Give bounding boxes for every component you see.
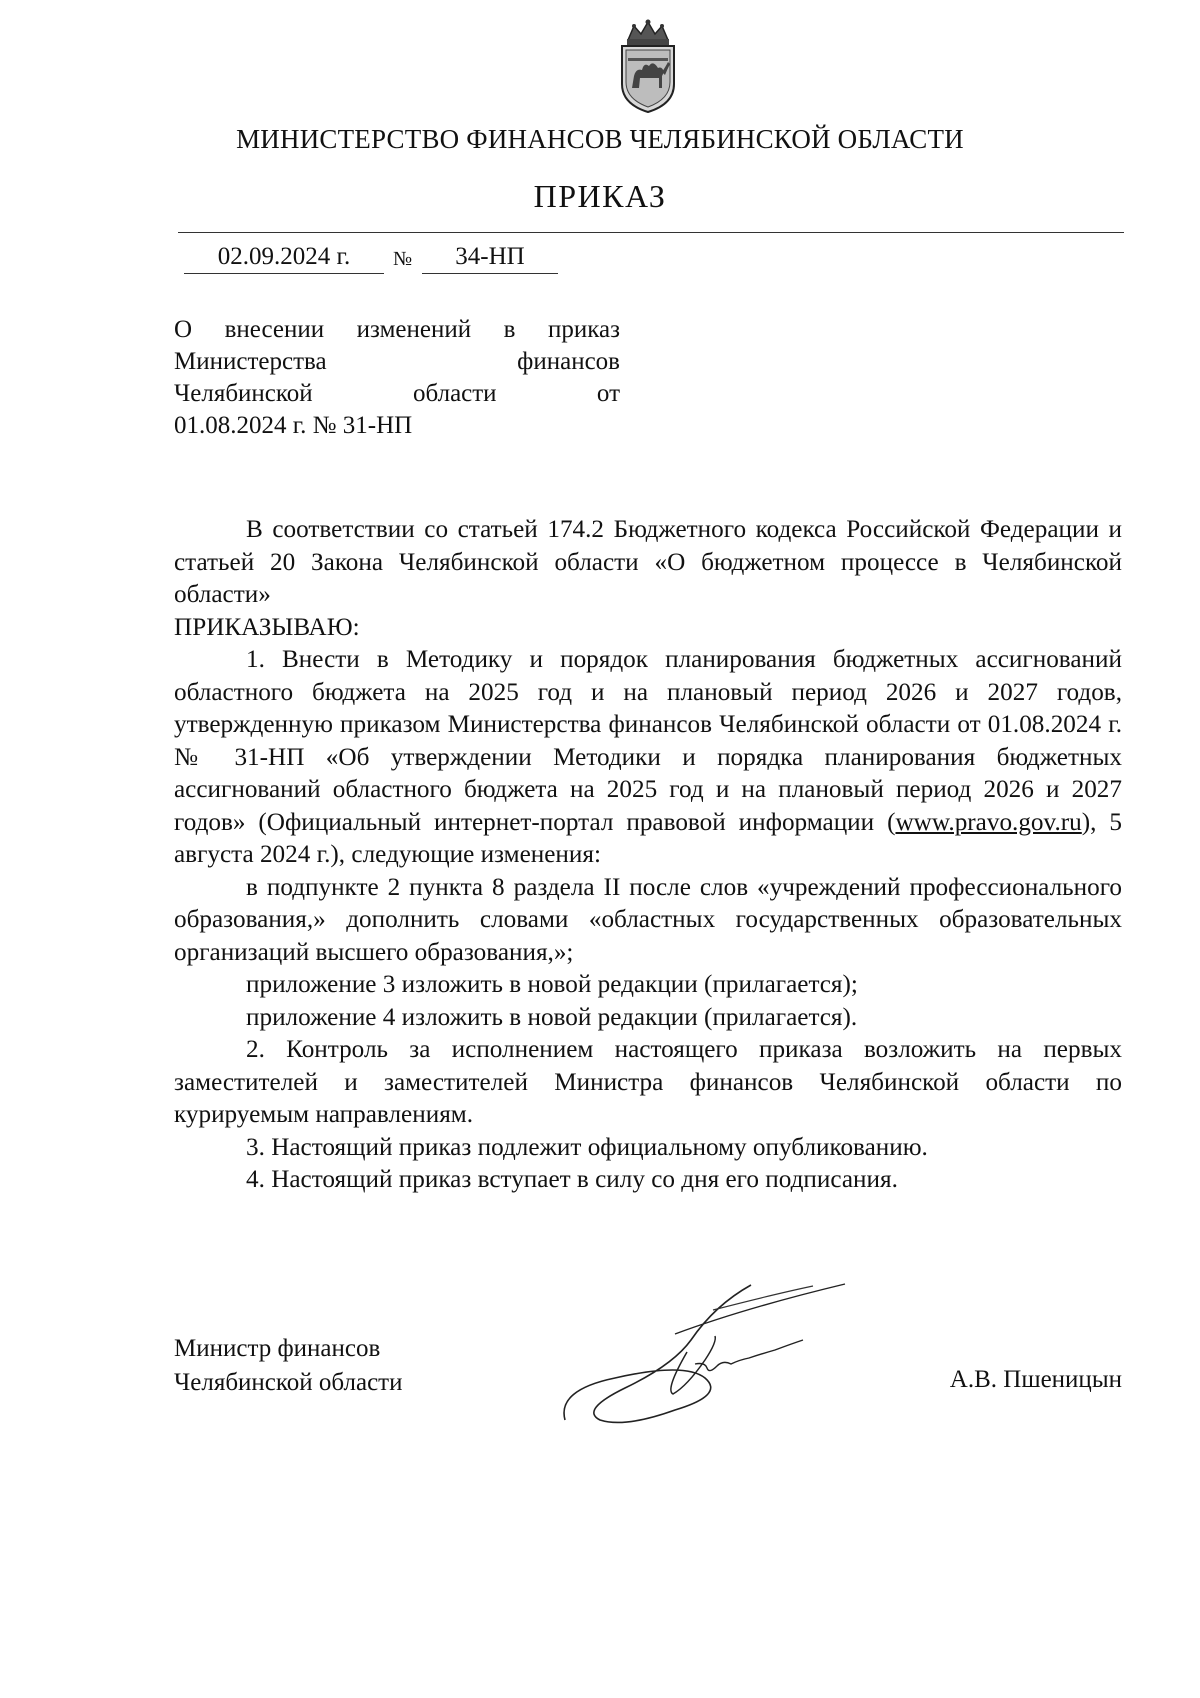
- subject-line: Челябинской области от: [174, 380, 620, 407]
- item-1-text: 1. Внести в Методику и порядок планирования бюджетных ассигнований областного бюджета на 2025 год и на плановый период 2026 и 2027 годов, утвержденную приказом Министерства финансов Челябинской области от 01.08.2024 г. № 31-НП «Об утверждении Методики и порядка планирования бюджетных ассигнований областного бюджета на 2025 год и на плановый период 2026 и 2027 годов» (Официальный интернет-портал правовой информации (: [174, 646, 1122, 836]
- number-sign: №: [393, 248, 413, 270]
- pravo-link[interactable]: www.pravo.gov.ru: [895, 808, 1082, 836]
- document-type: ПРИКАЗ: [533, 178, 667, 214]
- subject-line: 01.08.2024 г. № 31-НП: [174, 412, 413, 439]
- document-body: [174, 514, 1122, 1197]
- item-1-subitem: приложение 3 изложить в новой редакции (прилагается);: [246, 971, 858, 998]
- item-3: 3. Настоящий приказ подлежит официальному опубликованию.: [246, 1133, 928, 1161]
- item-2: 2. Контроль за исполнением настоящего приказа возложить на первых заместителей и заместителей Министра финансов Челябинской области по курируемым направлениям.: [174, 1036, 1122, 1128]
- preamble: В соответствии со статьей 174.2 Бюджетного кодекса Российской Федерации и статьей 20 Закона Челябинской области «О бюджетном процессе в Челябинской области»: [174, 516, 1122, 608]
- item-4: 4. Настоящий приказ вступает в силу со дня его подписания.: [246, 1166, 898, 1193]
- item-1-text-end: ), 5 августа 2024 г.), следующие изменения:: [174, 808, 1122, 868]
- subject-line: Министерства финансов: [174, 348, 620, 375]
- document-subject: [174, 314, 620, 442]
- item-1-subitem: в подпункте 2 пункта 8 раздела II после слов «учреждений профессионального образования,» дополнить словами «областных государственных образовательных организаций высшего образования,»;: [174, 873, 1122, 966]
- ministry-name: МИНИСТЕРСТВО ФИНАНСОВ ЧЕЛЯБИНСКОЙ ОБЛАСТИ: [236, 124, 964, 154]
- order-word: ПРИКАЗЫВАЮ:: [174, 613, 360, 641]
- signatory-title-line: Министр финансов: [174, 1335, 381, 1362]
- signatory-name: А.В. Пшеницын: [949, 1366, 1122, 1393]
- coat-of-arms-icon: [612, 18, 684, 116]
- subject-line: О внесении изменений в приказ: [174, 316, 620, 343]
- header-divider: [178, 232, 1124, 233]
- signatory-title-line: Челябинской области: [174, 1369, 403, 1396]
- document-number: 34-НП: [422, 243, 558, 274]
- signature-icon: [555, 1270, 895, 1450]
- item-1: [174, 644, 1122, 872]
- document-date: 02.09.2024 г.: [184, 243, 384, 274]
- signatory-title: [174, 1332, 402, 1400]
- item-1-subitem: приложение 4 изложить в новой редакции (прилагается).: [246, 1003, 858, 1031]
